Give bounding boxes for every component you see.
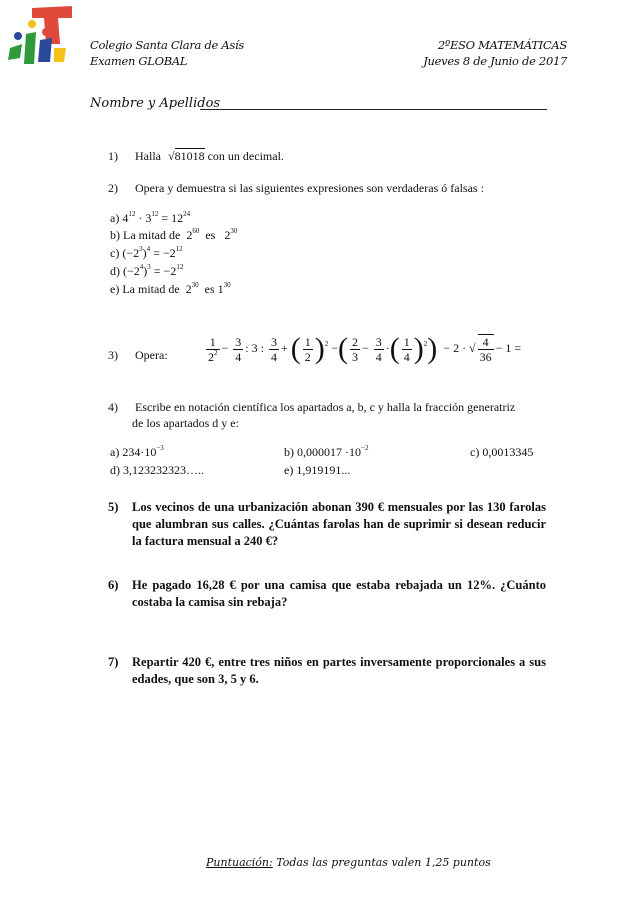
name-label: Nombre y Apellidos xyxy=(90,96,221,111)
q2-item-d: d) $(-2^4)^3 = -2^{12}$ xyxy=(110,263,184,278)
item-text: a) 234·10 xyxy=(110,445,157,459)
question-text: con un decimal. xyxy=(207,149,284,163)
question-number: 3) xyxy=(108,348,118,362)
question-1 xyxy=(108,148,284,164)
q2-item-e: e) La mitad de $2^{30}$ es $1^{30}$ xyxy=(110,281,231,296)
question-number: 5) xyxy=(108,500,119,514)
question-4-line2: de los apartados d y e: xyxy=(132,416,239,430)
item-text: es xyxy=(204,282,215,296)
item-label: d) xyxy=(110,264,120,278)
exponent: −3 xyxy=(156,444,164,452)
question-text: Opera: xyxy=(135,348,168,362)
item-label: c) xyxy=(110,246,120,260)
item-text: es xyxy=(205,228,216,242)
q3-expression: $\frac{1}{2^2}$ − $\frac{3}{4}$ : 3 : $\frac{3}{4}$ + ( $\frac{1}{2}$ )$^2$ −( $\frac{2}{3}$ − $\frac{3}{4}$ ·( $\frac{1}{4}$ )$^2$) − 2 · √ $\frac{4}{36}$ − 1 = xyxy=(208,332,522,365)
item-label: a) xyxy=(110,211,120,225)
item-text: La mitad de xyxy=(122,282,180,296)
question-4 xyxy=(108,399,515,415)
item-text: La mitad de xyxy=(123,228,181,242)
exam-title: Examen GLOBAL xyxy=(90,54,188,68)
exam-date: Jueves 8 de Junio de 2017 xyxy=(423,54,567,68)
footer-label: Puntuación: xyxy=(206,856,273,869)
q2-item-a: a) $4^{12} \cdot 3^{12} = 12^{24}$ xyxy=(110,210,191,225)
course-title: 2ºESO MATEMÁTICAS xyxy=(437,38,567,52)
q4-item-e: e) 1,919191... xyxy=(284,463,351,477)
q4-item-b xyxy=(284,444,368,460)
question-number: 4) xyxy=(108,400,118,414)
question-6: He pagado 16,28 € por una camisa que estaba rebajada un 12%. ¿Cuánto costaba la camisa sin rebaja? xyxy=(132,578,546,609)
question-7: Repartir 420 €, entre tres niños en partes inversamente proporcionales a sus edades, que son 3, 5 y 6. xyxy=(132,655,546,686)
q4-item-c: c) 0,0013345 xyxy=(470,445,534,459)
item-label: e) xyxy=(110,282,120,296)
question-text: Escribe en notación científica los apartados a, b, c y halla la fracción generatriz xyxy=(135,400,516,414)
question-2 xyxy=(108,180,484,196)
q2-item-c: c) $(-2^3)^4 = -2^{12}$ xyxy=(110,245,183,260)
question-number: 6) xyxy=(108,578,119,592)
q2-item-b: b) La mitad de $2^{60}$ es $2^{30}$ xyxy=(110,227,238,242)
radicand: 81018 xyxy=(174,149,205,163)
footer-text: Todas las preguntas valen 1,25 puntos xyxy=(276,856,491,869)
item-text: b) 0,000017 ·10 xyxy=(284,445,361,459)
question-number: 2) xyxy=(108,181,118,195)
school-logo xyxy=(6,4,74,66)
q4-item-d: d) 3,123232323….. xyxy=(110,463,204,477)
exponent: −2 xyxy=(361,444,369,452)
question-text: Halla xyxy=(135,149,161,163)
sqrt-icon: √ xyxy=(168,149,175,163)
question-3 xyxy=(108,347,168,363)
question-number: 1) xyxy=(108,149,118,163)
q4-item-a xyxy=(110,444,164,460)
question-5: Los vecinos de una urbanización abonan 390 € mensuales por las 130 farolas que alumbran sus calles. ¿Cuántas farolas han de suprimir si desean reducir la factura mensual a 240 €? xyxy=(132,500,546,548)
school-name: Colegio Santa Clara de Asís xyxy=(90,38,244,52)
question-text: Opera y demuestra si las siguientes expresiones son verdaderas ó falsas : xyxy=(135,181,484,195)
question-number: 7) xyxy=(108,655,119,669)
item-label: b) xyxy=(110,228,120,242)
name-underline xyxy=(200,109,547,110)
footer xyxy=(206,856,491,869)
